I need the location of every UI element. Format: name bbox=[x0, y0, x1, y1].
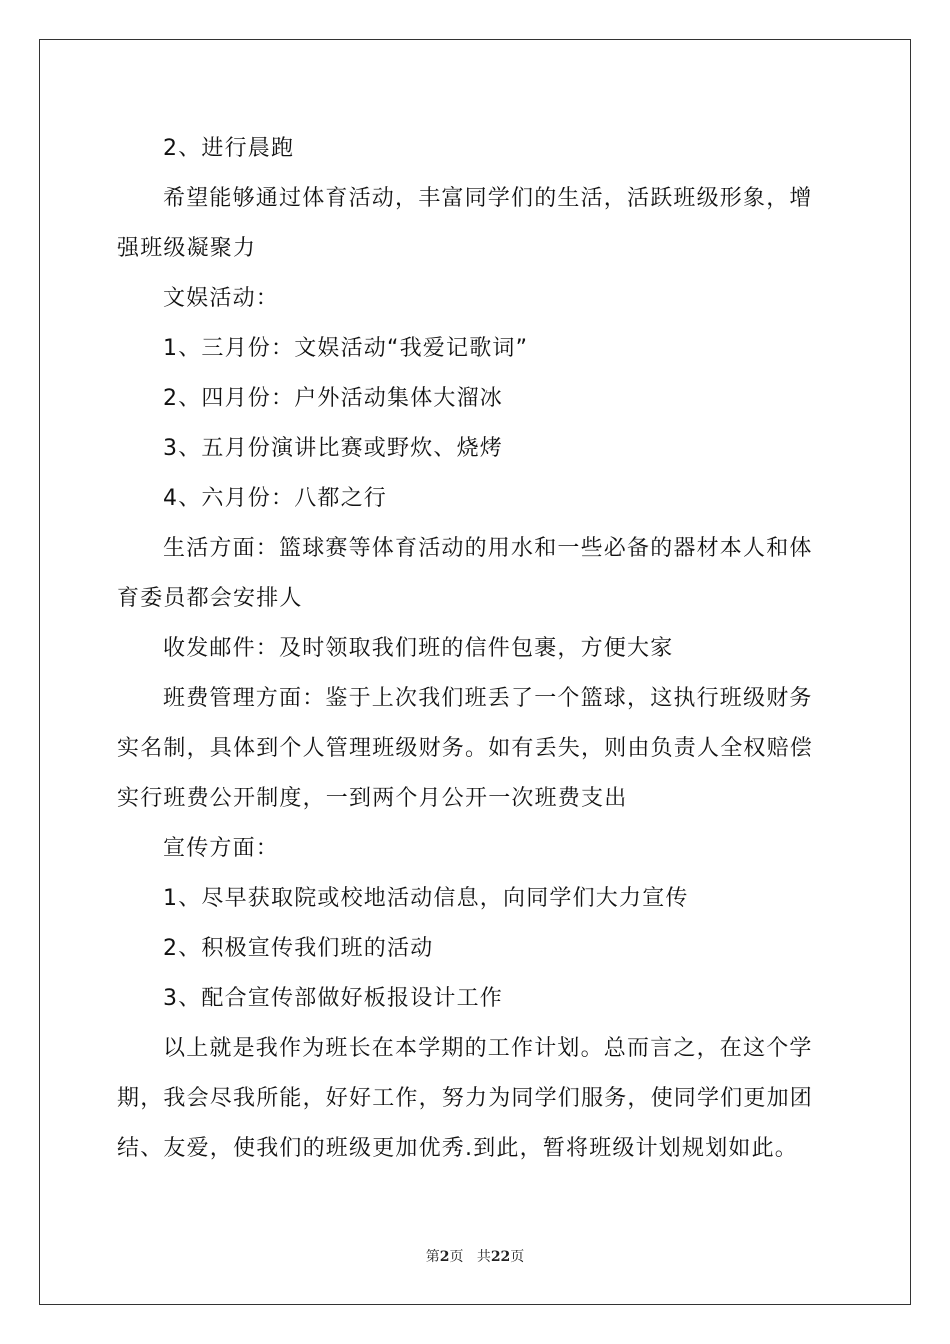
footer-page-suffix: 页 bbox=[449, 1249, 464, 1265]
paragraph-entertainment-heading: 文娱活动： bbox=[163, 286, 280, 311]
footer-page-prefix: 第 bbox=[425, 1249, 440, 1265]
paragraph-publicity-item-3: 3、配合宣传部做好板报设计工作 bbox=[163, 986, 503, 1011]
paragraph-publicity-heading: 宣传方面： bbox=[163, 836, 280, 861]
document-body bbox=[117, 124, 833, 1174]
paragraph-publicity-item-2: 2、积极宣传我们班的活动 bbox=[163, 936, 434, 961]
paragraph-living-aspect: 生活方面：篮球赛等体育活动的用水和一些必备的器材本人和体育委员都会安排人 bbox=[117, 536, 813, 611]
paragraph-publicity-item-1: 1、尽早获取院或校地活动信息，向同学们大力宣传 bbox=[163, 886, 689, 911]
footer-total-prefix: 共 bbox=[476, 1249, 491, 1265]
footer-total-number: 22 bbox=[490, 1249, 511, 1265]
paragraph-june-activity: 4、六月份：八都之行 bbox=[163, 486, 387, 511]
paragraph-march-activity: 1、三月份：文娱活动“我爱记歌词” bbox=[163, 336, 529, 361]
paragraph-morning-run: 2、进行晨跑 bbox=[163, 136, 295, 161]
paragraph-sports-goal: 希望能够通过体育活动，丰富同学们的生活，活跃班级形象，增强班级凝聚力 bbox=[117, 186, 813, 261]
paragraph-mail: 收发邮件：及时领取我们班的信件包裹，方便大家 bbox=[163, 636, 674, 661]
footer-page-number: 2 bbox=[439, 1249, 450, 1265]
paragraph-may-activity: 3、五月份演讲比赛或野炊、烧烤 bbox=[163, 436, 503, 461]
footer-total-suffix: 页 bbox=[510, 1249, 525, 1265]
paragraph-april-activity: 2、四月份：户外活动集体大溜冰 bbox=[163, 386, 503, 411]
paragraph-class-fee: 班费管理方面：鉴于上次我们班丢了一个篮球，这执行班级财务实名制，具体到个人管理班级财务。如有丢失，则由负责人全权赔偿实行班费公开制度，一到两个月公开一次班费支出 bbox=[117, 686, 814, 811]
page-footer bbox=[0, 1246, 950, 1266]
paragraph-conclusion: 以上就是我作为班长在本学期的工作计划。总而言之，在这个学期，我会尽我所能，好好工作，努力为同学们服务，使同学们更加团结、友爱，使我们的班级更加优秀.到此，暂将班级计划规划如此。 bbox=[117, 1036, 814, 1161]
